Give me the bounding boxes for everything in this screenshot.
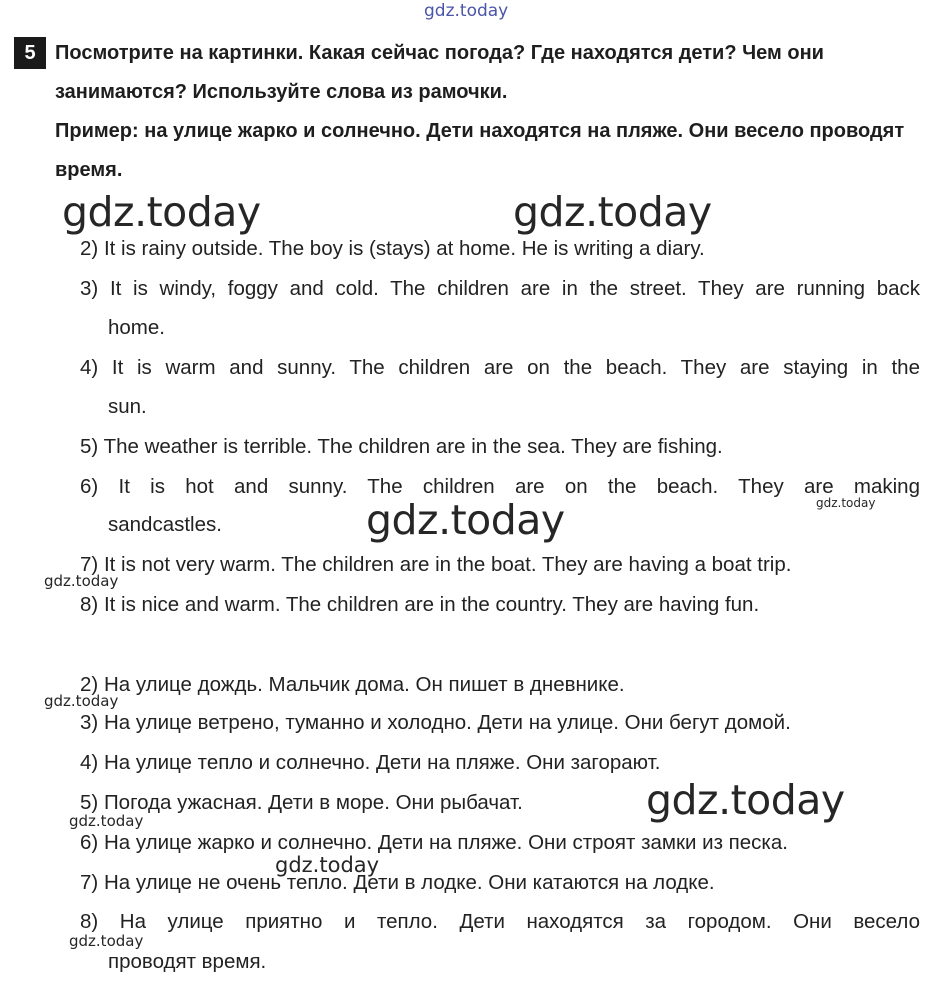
watermark-small: gdz.today — [69, 812, 144, 830]
answer-text: The weather is terrible. The children are in the sea. They are fishing. — [103, 435, 723, 458]
russian-answer-item — [80, 791, 523, 815]
watermark-large: gdz.today — [62, 188, 261, 236]
answer-text: It is windy, foggy and cold. The children are in the street. They are running back — [109, 277, 921, 300]
russian-answer-item — [80, 910, 920, 934]
english-answer-item — [80, 237, 705, 261]
answer-text: It is not very warm. The children are in the boat. They are having a boat trip. — [103, 553, 792, 576]
answer-number: 8) — [80, 593, 99, 616]
russian-answer-item — [80, 711, 791, 735]
watermark-small: gdz.today — [69, 932, 144, 950]
russian-answer-item — [80, 751, 660, 775]
answer-number: 6) — [80, 831, 99, 854]
answer-number: 2) — [80, 673, 99, 696]
exercise-example: Пример: на улице жарко и солнечно. Дети находятся на пляже. Они весело проводят время. — [55, 120, 905, 181]
watermark-large: gdz.today — [366, 496, 565, 544]
answer-number: 7) — [80, 553, 99, 576]
watermark-top: gdz.today — [424, 1, 509, 21]
exercise-instruction: Посмотрите на картинки. Какая сейчас погода? Где находятся дети? Чем они занимаются? Используйте слова из рамочки. — [55, 42, 824, 103]
english-answer-item — [80, 356, 920, 380]
answer-text: На улице дождь. Мальчик дома. Он пишет в дневнике. — [103, 673, 625, 696]
answer-text: На улице не очень тепло. Дети в лодке. Они катаются на лодке. — [103, 871, 715, 894]
answer-continuation: проводят время. — [108, 950, 267, 973]
english-answer-item — [80, 435, 723, 459]
answer-text: It is nice and warm. The children are in the country. They are having fun. — [103, 593, 760, 616]
answer-continuation: home. — [108, 316, 165, 339]
answer-continuation: sun. — [108, 395, 147, 418]
russian-answer-item — [80, 673, 625, 697]
answer-number: 4) — [80, 356, 99, 379]
exercise-instruction-block — [55, 34, 921, 190]
watermark-small: gdz.today — [44, 692, 119, 710]
answer-number: 6) — [80, 475, 99, 498]
answer-number: 5) — [80, 791, 99, 814]
answer-number: 8) — [80, 910, 99, 933]
english-answer-item — [80, 593, 759, 617]
answer-text: На улице ветрено, туманно и холодно. Дети на улице. Они бегут домой. — [103, 711, 791, 734]
watermark-small: gdz.today — [816, 496, 876, 510]
english-answer-item — [80, 475, 920, 499]
answer-number: 3) — [80, 711, 99, 734]
answer-number: 3) — [80, 277, 99, 300]
answer-number: 2) — [80, 237, 99, 260]
answer-text: На улице тепло и солнечно. Дети на пляже. Они загорают. — [103, 751, 661, 774]
watermark-medium: gdz.today — [275, 853, 380, 877]
english-answer-item — [80, 277, 920, 301]
answer-continuation: sandcastles. — [108, 513, 222, 536]
watermark-large: gdz.today — [646, 776, 845, 824]
answer-text: It is warm and sunny. The children are on the beach. They are staying in the — [111, 356, 920, 379]
russian-answer-item — [80, 871, 715, 895]
watermark-large: gdz.today — [513, 188, 712, 236]
english-answer-item — [80, 553, 791, 577]
answer-text: It is hot and sunny. The children are on the beach. They are making — [118, 475, 920, 498]
answer-text: It is rainy outside. The boy is (stays) at home. He is writing a diary. — [103, 237, 705, 260]
watermark-small: gdz.today — [44, 572, 119, 590]
answer-number: 7) — [80, 871, 99, 894]
exercise-number-badge: 5 — [14, 37, 46, 69]
answer-text: На улице приятно и тепло. Дети находятся за городом. Они весело — [119, 910, 920, 933]
answer-number: 4) — [80, 751, 99, 774]
answer-text: На улице жарко и солнечно. Дети на пляже. Они строят замки из песка. — [103, 831, 788, 854]
answer-number: 5) — [80, 435, 99, 458]
answer-text: Погода ужасная. Дети в море. Они рыбачат. — [103, 791, 523, 814]
russian-answer-item — [80, 831, 788, 855]
